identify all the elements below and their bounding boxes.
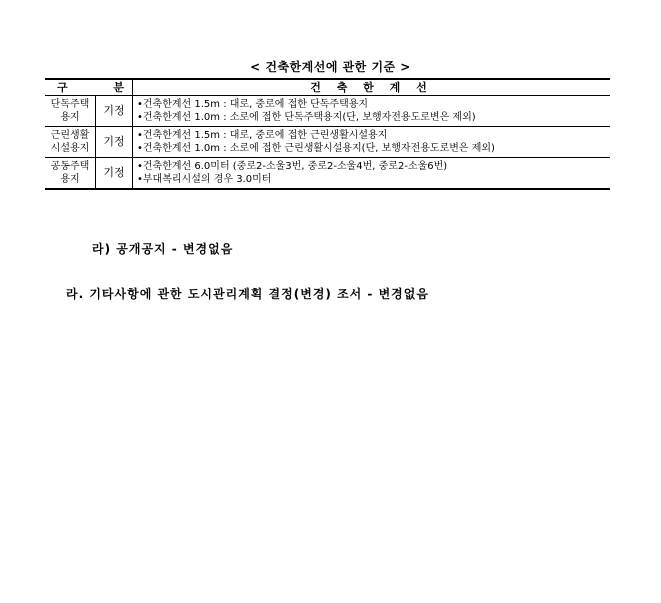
description-line: •건축한계선 1.5m : 대로, 중로에 접한 근린생활시설용지 xyxy=(137,130,388,141)
description-line: •건축한계선 6.0미터 (중로2-소울3번, 중로2-소울4번, 중로2-소울6번) xyxy=(137,161,448,172)
row-state: 기정 xyxy=(96,158,133,190)
row-description xyxy=(133,127,611,158)
other-matters-item: 라. 기타사항에 관한 도시관리계획 결정(변경) 조서 - 변경없음 xyxy=(66,287,429,301)
table-header-row xyxy=(45,79,610,96)
building-line-criteria-table xyxy=(45,78,610,190)
row-category: 공동주택 용지 xyxy=(45,158,96,190)
table-row xyxy=(45,96,610,127)
row-description xyxy=(133,96,611,127)
description-line: •건축한계선 1.5m : 대로, 중로에 접한 단독주택용지 xyxy=(137,99,369,110)
description-line: •건축한계선 1.0m : 소로에 접한 단독주택용지(단, 보행자전용도로변은 제외) xyxy=(137,112,476,123)
row-state: 기정 xyxy=(96,96,133,127)
table-row xyxy=(45,158,610,190)
description-line: •건축한계선 1.0m : 소로에 접한 근린생활시설용지(단, 보행자전용도로변은 제외) xyxy=(137,143,495,154)
description-line: •부대복리시설의 경우 3.0미터 xyxy=(137,174,272,185)
table-row xyxy=(45,127,610,158)
table-title: < 건축한계선에 관한 기준 > xyxy=(250,60,411,74)
header-building-line: 건 축 한 계 선 xyxy=(310,80,433,94)
row-category: 근린생활 시설용지 xyxy=(45,127,96,158)
row-category: 단독주택 용지 xyxy=(45,96,96,127)
header-gubun xyxy=(45,79,133,96)
header-gubun-left: 구 xyxy=(57,80,68,94)
public-open-space-item: 라) 공개공지 - 변경없음 xyxy=(92,242,234,256)
header-gubun-right: 분 xyxy=(113,80,124,94)
row-description xyxy=(133,158,611,190)
row-state: 기정 xyxy=(96,127,133,158)
